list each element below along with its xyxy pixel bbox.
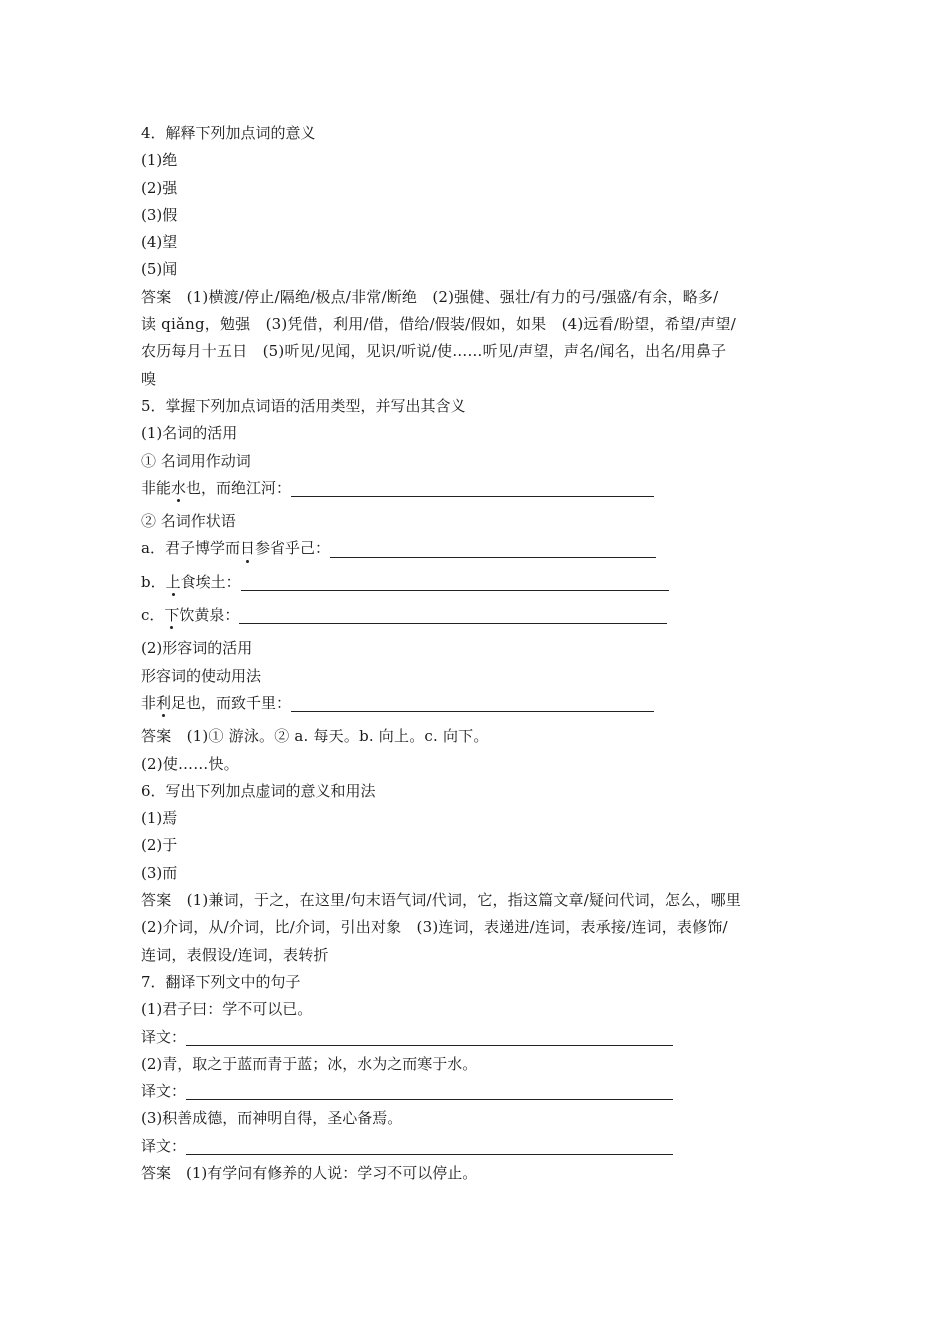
fill-blank-row <box>141 690 811 717</box>
q7-sentence: (1)君子曰：学不可以已。 <box>141 1000 313 1019</box>
q5-title: 5．掌握下列加点词语的活用类型，并写出其含义 <box>141 396 466 415</box>
fill-blank-row <box>141 475 811 502</box>
q6-answer <box>141 887 811 969</box>
q7-answer: 答案 (1)有学问有修养的人说：学习不可以停止。 <box>141 1163 478 1182</box>
answer-line: 连词，表假设/连词，表转折 <box>141 945 329 964</box>
q5-sub1: (1)名词的活用 <box>141 424 238 443</box>
sentence: a．君子博学而日参省乎己： <box>141 535 330 562</box>
q7-sentence: (3)积善成德，而神明自得，圣心备焉。 <box>141 1109 403 1128</box>
translation-label: 译文： <box>141 1027 187 1046</box>
answer-line: (2)介词，从/介词，比/介词，引出对象 (3)连词，表递进/连词，表承接/连词，表修饰/ <box>141 918 728 937</box>
answer-blank[interactable] <box>291 496 654 497</box>
sentence: b．上食埃土： <box>141 569 241 596</box>
translation-label: 译文： <box>141 1136 187 1155</box>
answer-line: 答案 (1)① 游泳。② a. 每天。b. 向上。c. 向下。 <box>141 727 489 746</box>
document-page <box>141 120 811 1187</box>
answer-line: 农历每月十五日 (5)听见/见闻，见识/听说/使……听见/声望，声名/闻名，出名/用鼻子 <box>141 342 727 361</box>
q5-sub1a: ① 名词用作动词 <box>141 451 251 470</box>
translation-row <box>141 1133 811 1160</box>
translation-blank[interactable] <box>186 1045 673 1046</box>
translation-label: 译文： <box>141 1082 187 1101</box>
translation-blank[interactable] <box>186 1154 673 1155</box>
sentence: 非能水也，而绝江河： <box>141 475 291 502</box>
dotted-word: 利 <box>156 690 171 717</box>
q6-item: (2)于 <box>141 836 178 855</box>
answer-blank[interactable] <box>291 711 654 712</box>
fill-blank-row <box>141 602 811 629</box>
answer-blank[interactable] <box>241 590 669 591</box>
dotted-word: 上 <box>166 569 181 596</box>
translation-blank[interactable] <box>186 1099 673 1100</box>
translation-row <box>141 1078 811 1105</box>
q6-item: (1)焉 <box>141 809 178 828</box>
answer-line: 嗅 <box>141 369 157 388</box>
q4-item: (4)望 <box>141 233 178 252</box>
sentence: 非利足也，而致千里： <box>141 690 291 717</box>
q4-answer <box>141 284 811 393</box>
q5-sub2: (2)形容词的活用 <box>141 639 253 658</box>
q6-title: 6．写出下列加点虚词的意义和用法 <box>141 781 376 800</box>
sentence: c．下饮黄泉： <box>141 602 239 629</box>
q4-item: (2)强 <box>141 178 178 197</box>
answer-line: (2)使……快。 <box>141 754 239 773</box>
q7-sentence: (2)青，取之于蓝而青于蓝；冰，水为之而寒于水。 <box>141 1054 478 1073</box>
q5-answer <box>141 723 811 778</box>
answer-line: 答案 (1)兼词，于之，在这里/句末语气词/代词，它，指这篇文章/疑问代词，怎么，哪里 <box>141 891 742 910</box>
q4-item: (5)闻 <box>141 260 178 279</box>
q7-title: 7．翻译下列文中的句子 <box>141 972 301 991</box>
answer-blank[interactable] <box>239 623 667 624</box>
q4-item: (1)绝 <box>141 151 178 170</box>
dotted-word: 日 <box>240 535 255 562</box>
translation-row <box>141 1024 811 1051</box>
fill-blank-row <box>141 569 811 596</box>
q6-item: (3)而 <box>141 863 178 882</box>
dotted-word: 水 <box>171 475 186 502</box>
answer-line: 读 qiǎng，勉强 (3)凭借，利用/借，借给/假装/假如，如果 (4)远看/盼望，希望/声望/ <box>141 315 736 334</box>
answer-blank[interactable] <box>330 557 656 558</box>
dotted-word: 下 <box>164 602 179 629</box>
q5-sub1b: ② 名词作状语 <box>141 512 236 531</box>
answer-line: 答案 (1)横渡/停止/隔绝/极点/非常/断绝 (2)强健、强壮/有力的弓/强盛/有余，略多/ <box>141 287 719 306</box>
q4-title: 4．解释下列加点词的意义 <box>141 124 316 142</box>
q5-sub2a: 形容词的使动用法 <box>141 666 262 685</box>
q4-item: (3)假 <box>141 205 178 224</box>
fill-blank-row <box>141 535 811 562</box>
